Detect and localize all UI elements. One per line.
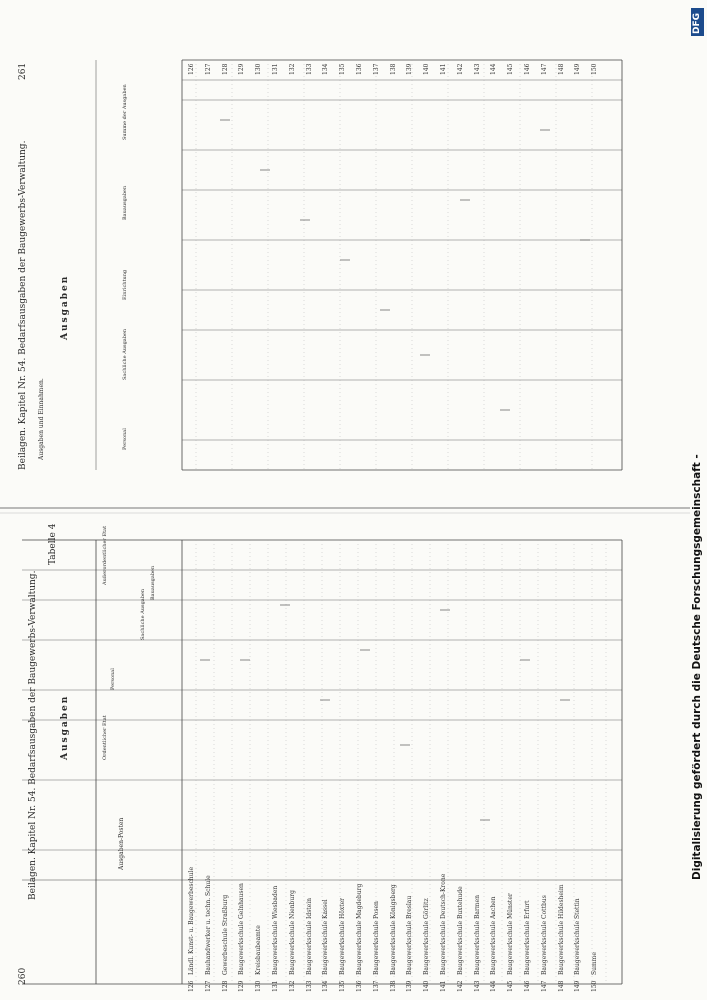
left-running-head: Beilagen. Kapitel Nr. 54. Bedarfsausgaben der Baugewerbs-Verwaltung. bbox=[28, 570, 38, 900]
left-row-label: Ländl. Kunst- u. Baugewerbeschule bbox=[188, 866, 195, 975]
right-row-number: 136 bbox=[356, 63, 363, 75]
left-subheading-3: Sachliche Ausgaben bbox=[140, 588, 146, 640]
right-running-head: Beilagen. Kapitel Nr. 54. Bedarfsausgaben der Baugewerbs-Verwaltung. bbox=[18, 140, 28, 470]
dfg-logo-text: DFG bbox=[692, 12, 702, 34]
left-row-label: Baugewerkschule Buxtehude bbox=[456, 886, 464, 975]
right-row-number: 150 bbox=[591, 63, 599, 75]
dfg-banner bbox=[689, 10, 703, 880]
left-row-label: Summe bbox=[591, 952, 599, 975]
right-page-number: 261 bbox=[18, 62, 28, 80]
left-table-label: Tabelle 4 bbox=[48, 523, 58, 565]
left-row-number: 148 bbox=[557, 980, 565, 992]
right-row-number: 135 bbox=[339, 63, 347, 75]
left-row-label: Baugewerkschule Görlitz bbox=[423, 898, 431, 975]
right-row-number: 139 bbox=[406, 63, 414, 75]
left-row-number: 136 bbox=[356, 980, 363, 992]
right-row-number: 140 bbox=[423, 63, 431, 75]
left-row-label: Baugewerkschule Kassel bbox=[322, 899, 330, 975]
left-row-number: 150 bbox=[591, 980, 599, 992]
left-row-label: Baugewerkschule Wiesbaden bbox=[272, 885, 279, 975]
left-row-number: 135 bbox=[339, 980, 347, 992]
right-col-heading-4: Bauausgaben bbox=[122, 185, 128, 220]
left-row-number: 127 bbox=[204, 980, 212, 992]
left-row-number: 149 bbox=[574, 980, 582, 992]
left-row-label: Baugewerkschule Cottbus bbox=[540, 895, 548, 975]
left-row-number: 144 bbox=[490, 980, 498, 992]
right-col-heading-1: Personal bbox=[122, 428, 128, 450]
right-table-frame bbox=[96, 60, 622, 470]
right-row-number: 129 bbox=[238, 63, 246, 75]
right-row-number: 137 bbox=[372, 63, 380, 75]
right-row-number: 126 bbox=[188, 63, 195, 75]
right-section-heading: Ausgaben bbox=[60, 274, 70, 340]
right-row-number: 141 bbox=[440, 63, 447, 75]
left-subheading-2: Personal bbox=[110, 668, 116, 690]
left-row-label: Baugewerkschule Nienburg bbox=[288, 890, 296, 975]
right-row-number: 132 bbox=[288, 63, 296, 75]
right-row-number: 130 bbox=[255, 63, 263, 75]
left-row-label: Baugewerkschule Deutsch-Krone bbox=[440, 873, 447, 975]
right-row-number: 148 bbox=[557, 63, 565, 75]
left-row-number: 143 bbox=[473, 980, 481, 992]
left-row-number: 141 bbox=[440, 980, 447, 992]
left-row-number: 130 bbox=[255, 980, 263, 992]
left-row-label: Baugewerkschule Aachen bbox=[490, 896, 498, 975]
left-row-number: 146 bbox=[524, 980, 531, 992]
left-row-number: 137 bbox=[372, 980, 380, 992]
left-row-number: 147 bbox=[540, 980, 548, 992]
left-row-label: Baugewerkschule Magdeburg bbox=[356, 883, 363, 975]
left-row-label: Kreisbaubeamte bbox=[255, 925, 263, 975]
right-sub-heading: Ausgaben und Einnahmen. bbox=[38, 378, 45, 460]
left-row-label: Baugewerkschule Posen bbox=[372, 901, 380, 975]
left-row-number: 134 bbox=[322, 980, 330, 992]
left-row-number: 133 bbox=[305, 980, 313, 992]
left-col-heading: Ausgaben-Posten bbox=[118, 817, 125, 870]
left-row-label: Baugewerkschule Erfurt bbox=[524, 900, 531, 975]
left-row-label: Baugewerkschule Idstein bbox=[305, 897, 313, 975]
right-row-number: 143 bbox=[473, 63, 481, 75]
right-row-number: 138 bbox=[389, 63, 397, 75]
left-row-number: 128 bbox=[221, 980, 229, 992]
left-row-label: Gewerbeschule Straßburg bbox=[221, 894, 229, 975]
right-row-number: 128 bbox=[221, 63, 229, 75]
right-col-heading-3: Einrichtung bbox=[122, 269, 128, 300]
right-row-number: 134 bbox=[322, 63, 330, 75]
right-row-number: 145 bbox=[507, 63, 515, 75]
left-page-number: 260 bbox=[18, 967, 28, 985]
right-row-number: 142 bbox=[456, 63, 464, 75]
right-col-heading-5: Summe der Ausgaben bbox=[122, 84, 128, 140]
left-row-number: 126 bbox=[188, 980, 195, 992]
left-row-number: 131 bbox=[272, 980, 279, 992]
right-row-number: 131 bbox=[272, 63, 279, 75]
right-row-number: 127 bbox=[204, 63, 212, 75]
left-row-label: Baugewerkschule Barmen bbox=[473, 895, 481, 975]
left-row-number: 132 bbox=[288, 980, 296, 992]
right-row-number: 146 bbox=[524, 63, 531, 75]
left-row-number: 140 bbox=[423, 980, 431, 992]
left-subheading-4: Bauausgaben bbox=[150, 565, 156, 600]
right-col-heading-2: Sachliche Ausgaben bbox=[122, 328, 128, 380]
right-row-number: 144 bbox=[490, 63, 498, 75]
left-row-label: Baugewerkschule Stettin bbox=[574, 898, 582, 975]
left-row-label: Baugewerkschule Gelnhausen bbox=[238, 883, 246, 975]
left-row-label: Bauhandwerker u. techn. Schule bbox=[204, 875, 212, 975]
right-row-number: 133 bbox=[305, 63, 313, 75]
right-row-number: 147 bbox=[540, 63, 548, 75]
left-row-number: 129 bbox=[238, 980, 246, 992]
left-row-number: 139 bbox=[406, 980, 414, 992]
left-section-heading: Ausgaben bbox=[60, 694, 70, 760]
left-row-label: Baugewerkschule Höxter bbox=[339, 897, 347, 975]
left-subheading-5: Außerordentlicher Etat bbox=[102, 525, 108, 585]
left-row-number: 145 bbox=[507, 980, 515, 992]
left-row-number: 138 bbox=[389, 980, 397, 992]
dfg-logo-icon bbox=[691, 8, 704, 36]
left-row-label: Baugewerkschule Hildesheim bbox=[557, 884, 565, 975]
right-row-number: 149 bbox=[574, 63, 582, 75]
left-row-label: Baugewerkschule Breslau bbox=[406, 895, 414, 975]
left-subheading-1: Ordentlicher Etat bbox=[102, 715, 108, 760]
dfg-banner-text: Digitalisierung gefördert durch die Deutsche Forschungsgemeinschaft - bbox=[691, 454, 703, 880]
left-row-label: Baugewerkschule Königsberg bbox=[389, 884, 397, 975]
left-row-label: Baugewerkschule Münster bbox=[507, 893, 515, 975]
left-row-number: 142 bbox=[456, 980, 464, 992]
